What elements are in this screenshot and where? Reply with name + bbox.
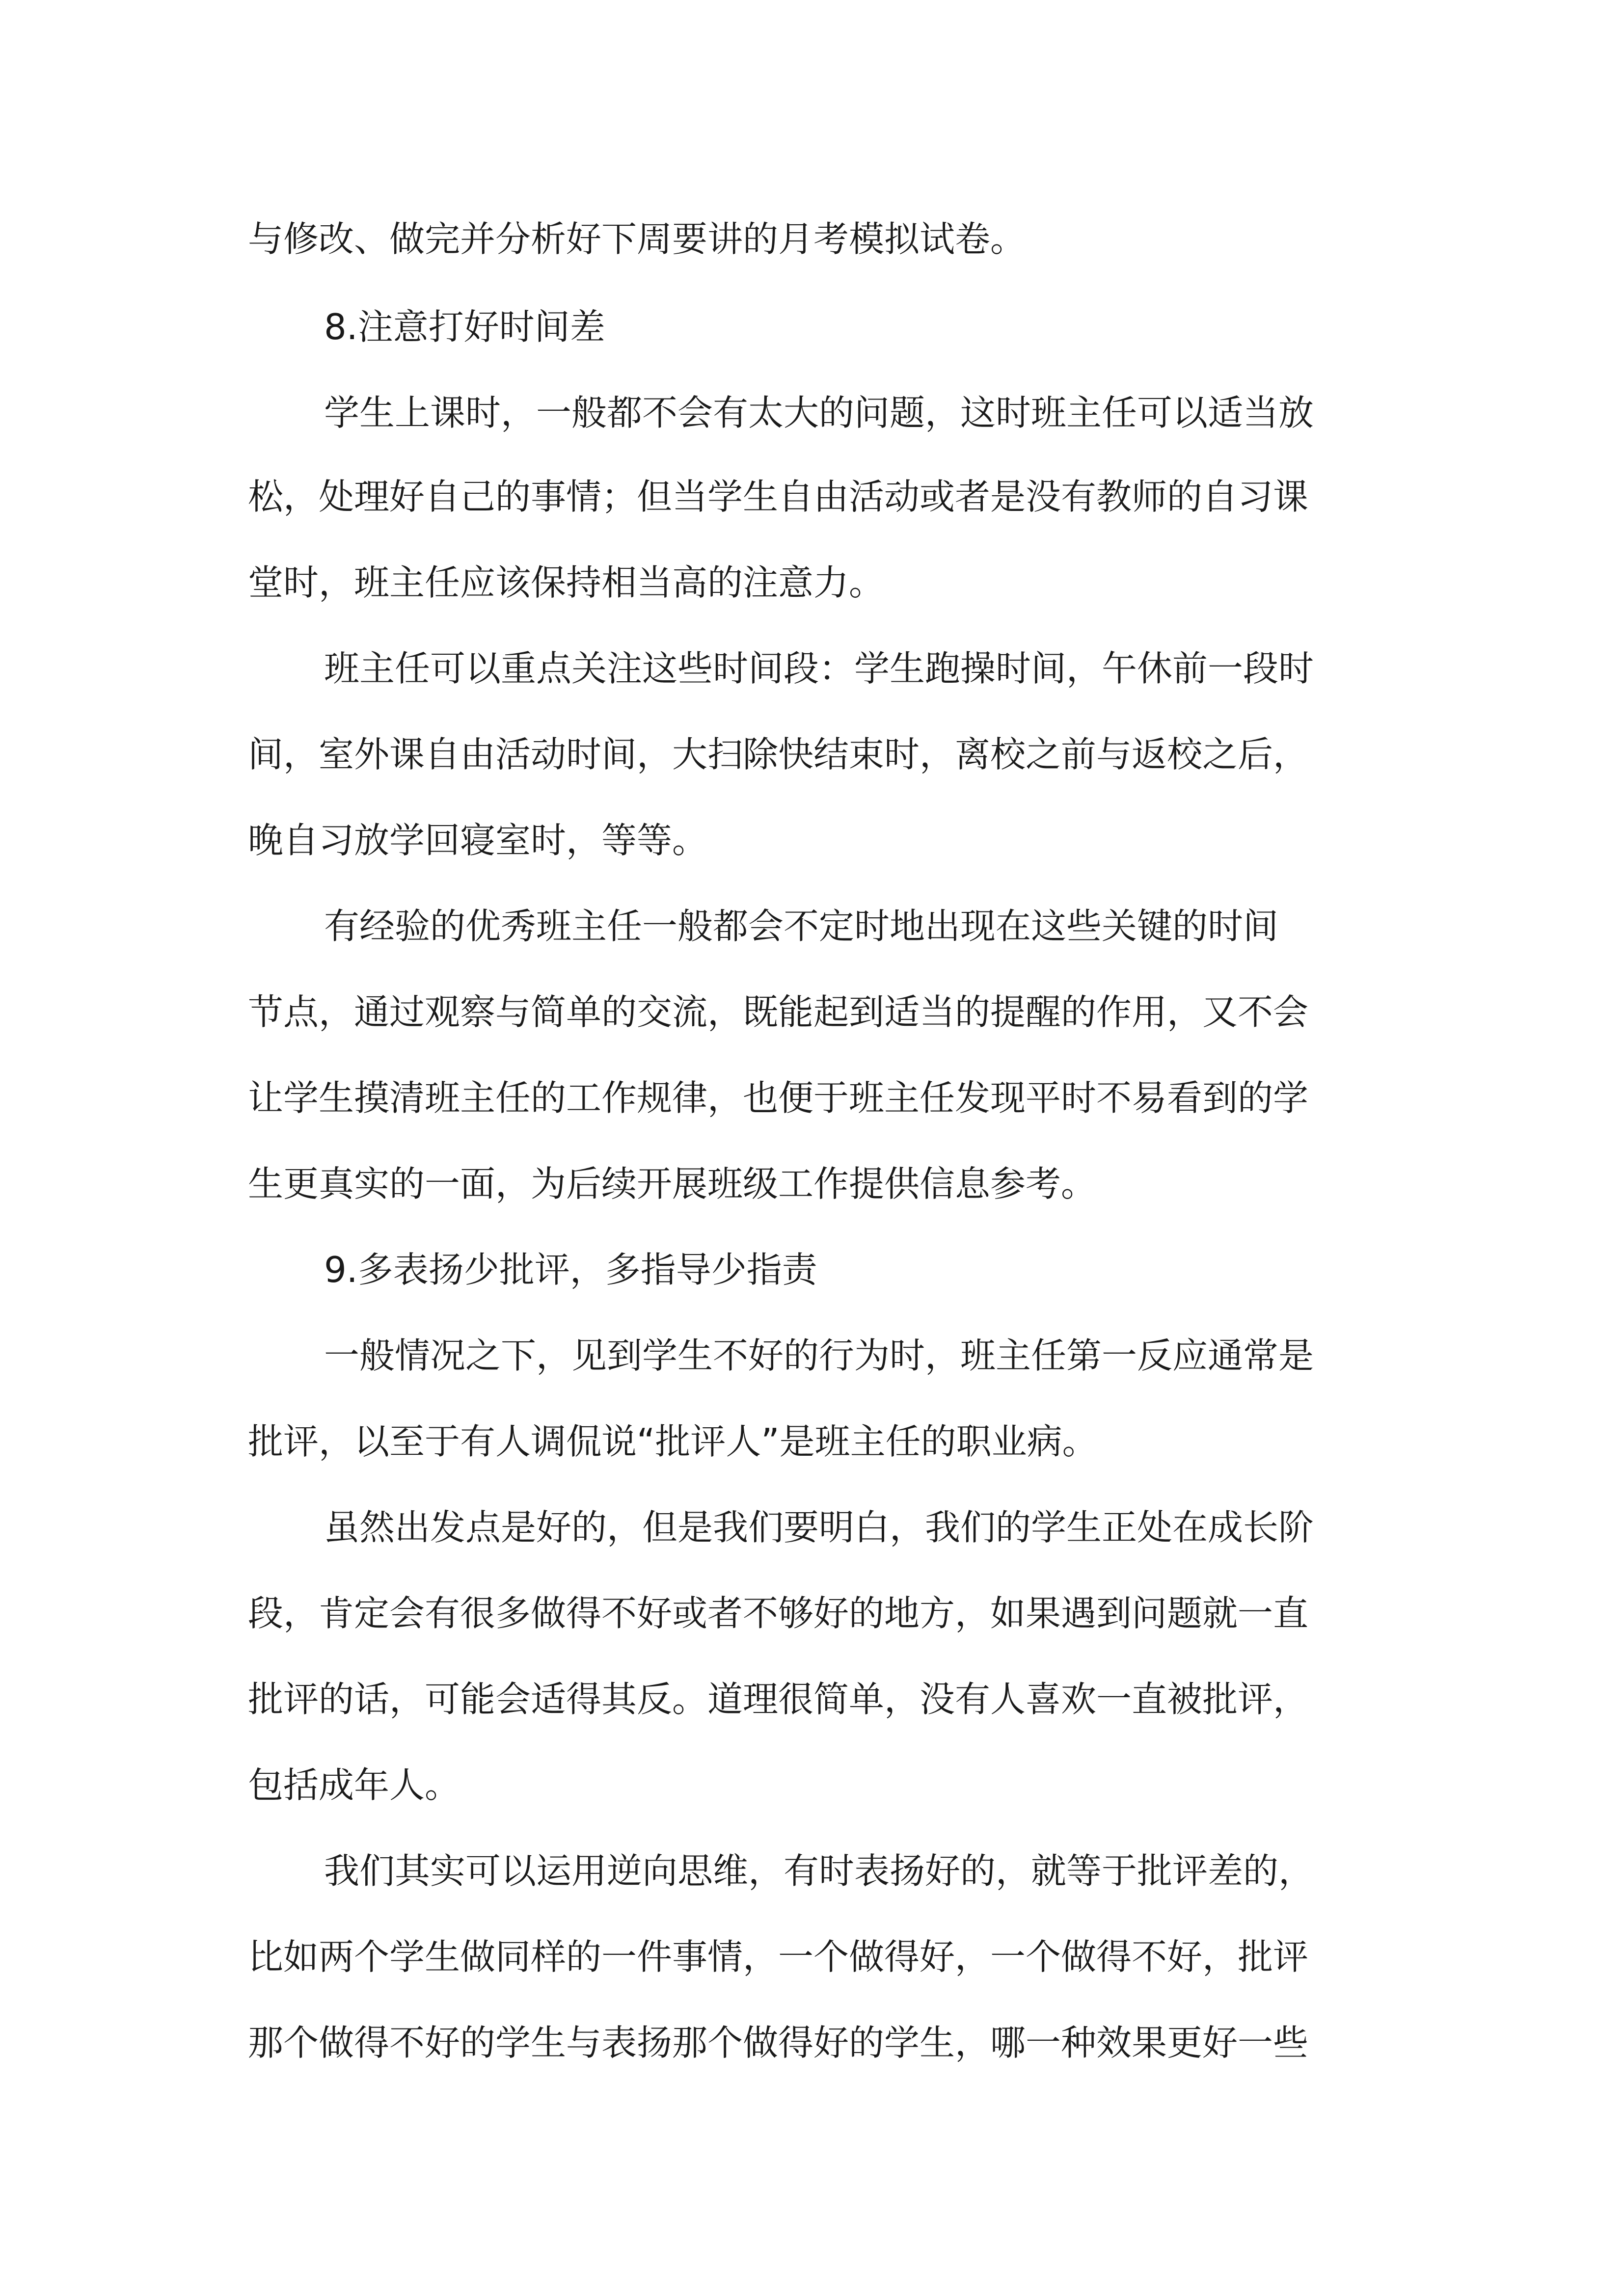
- paragraph-line: 我们其实可以运用逆向思维，有时表扬好的，就等于批评差的，: [324, 1850, 1314, 1892]
- paragraph-line: 虽然出发点是好的，但是我们要明白，我们的学生正处在成长阶: [324, 1507, 1314, 1548]
- paragraph-line: 一般情况之下，见到学生不好的行为时，班主任第一反应通常是: [324, 1335, 1314, 1376]
- paragraph-line: 让学生摸清班主任的工作规律，也便于班主任发现平时不易看到的学: [248, 1077, 1309, 1119]
- paragraph-line: 间，室外课自由活动时间，大扫除快结束时，离校之前与返校之后，: [248, 734, 1309, 775]
- section-heading: 9.多表扬少批评，多指导少指责: [324, 1249, 817, 1290]
- paragraph-line: 包括成年人。: [248, 1764, 460, 1806]
- section-heading: 8.注意打好时间差: [324, 306, 605, 347]
- paragraph-line: 松，处理好自己的事情；但当学生自由活动或者是没有教师的自习课: [248, 476, 1309, 517]
- paragraph-line: 晚自习放学回寝室时，等等。: [248, 820, 708, 861]
- paragraph-line: 有经验的优秀班主任一般都会不定时地出现在这些关键的时间: [324, 906, 1279, 947]
- paragraph-line: 与修改、做完并分析好下周要讲的月考模拟试卷。: [248, 218, 1026, 260]
- paragraph-line: 批评的话，可能会适得其反。道理很简单，没有人喜欢一直被批评，: [248, 1679, 1309, 1720]
- paragraph-line: 段，肯定会有很多做得不好或者不够好的地方，如果遇到问题就一直: [248, 1593, 1309, 1634]
- paragraph-line: 比如两个学生做同样的一件事情，一个做得好，一个做得不好，批评: [248, 1936, 1309, 1977]
- paragraph-line: 批评，以至于有人调侃说“批评人”是班主任的职业病。: [248, 1421, 1098, 1462]
- paragraph-line: 学生上课时，一般都不会有太大的问题，这时班主任可以适当放: [324, 392, 1314, 433]
- paragraph-line: 节点，通过观察与简单的交流，既能起到适当的提醒的作用，又不会: [248, 991, 1309, 1033]
- paragraph-line: 生更真实的一面，为后续开展班级工作提供信息参考。: [248, 1163, 1097, 1204]
- paragraph-line: 堂时，班主任应该保持相当高的注意力。: [248, 562, 885, 603]
- paragraph-line: 班主任可以重点关注这些时间段：学生跑操时间，午休前一段时: [324, 648, 1314, 689]
- paragraph-line: 那个做得不好的学生与表扬那个做得好的学生，哪一种效果更好一些: [248, 2022, 1309, 2063]
